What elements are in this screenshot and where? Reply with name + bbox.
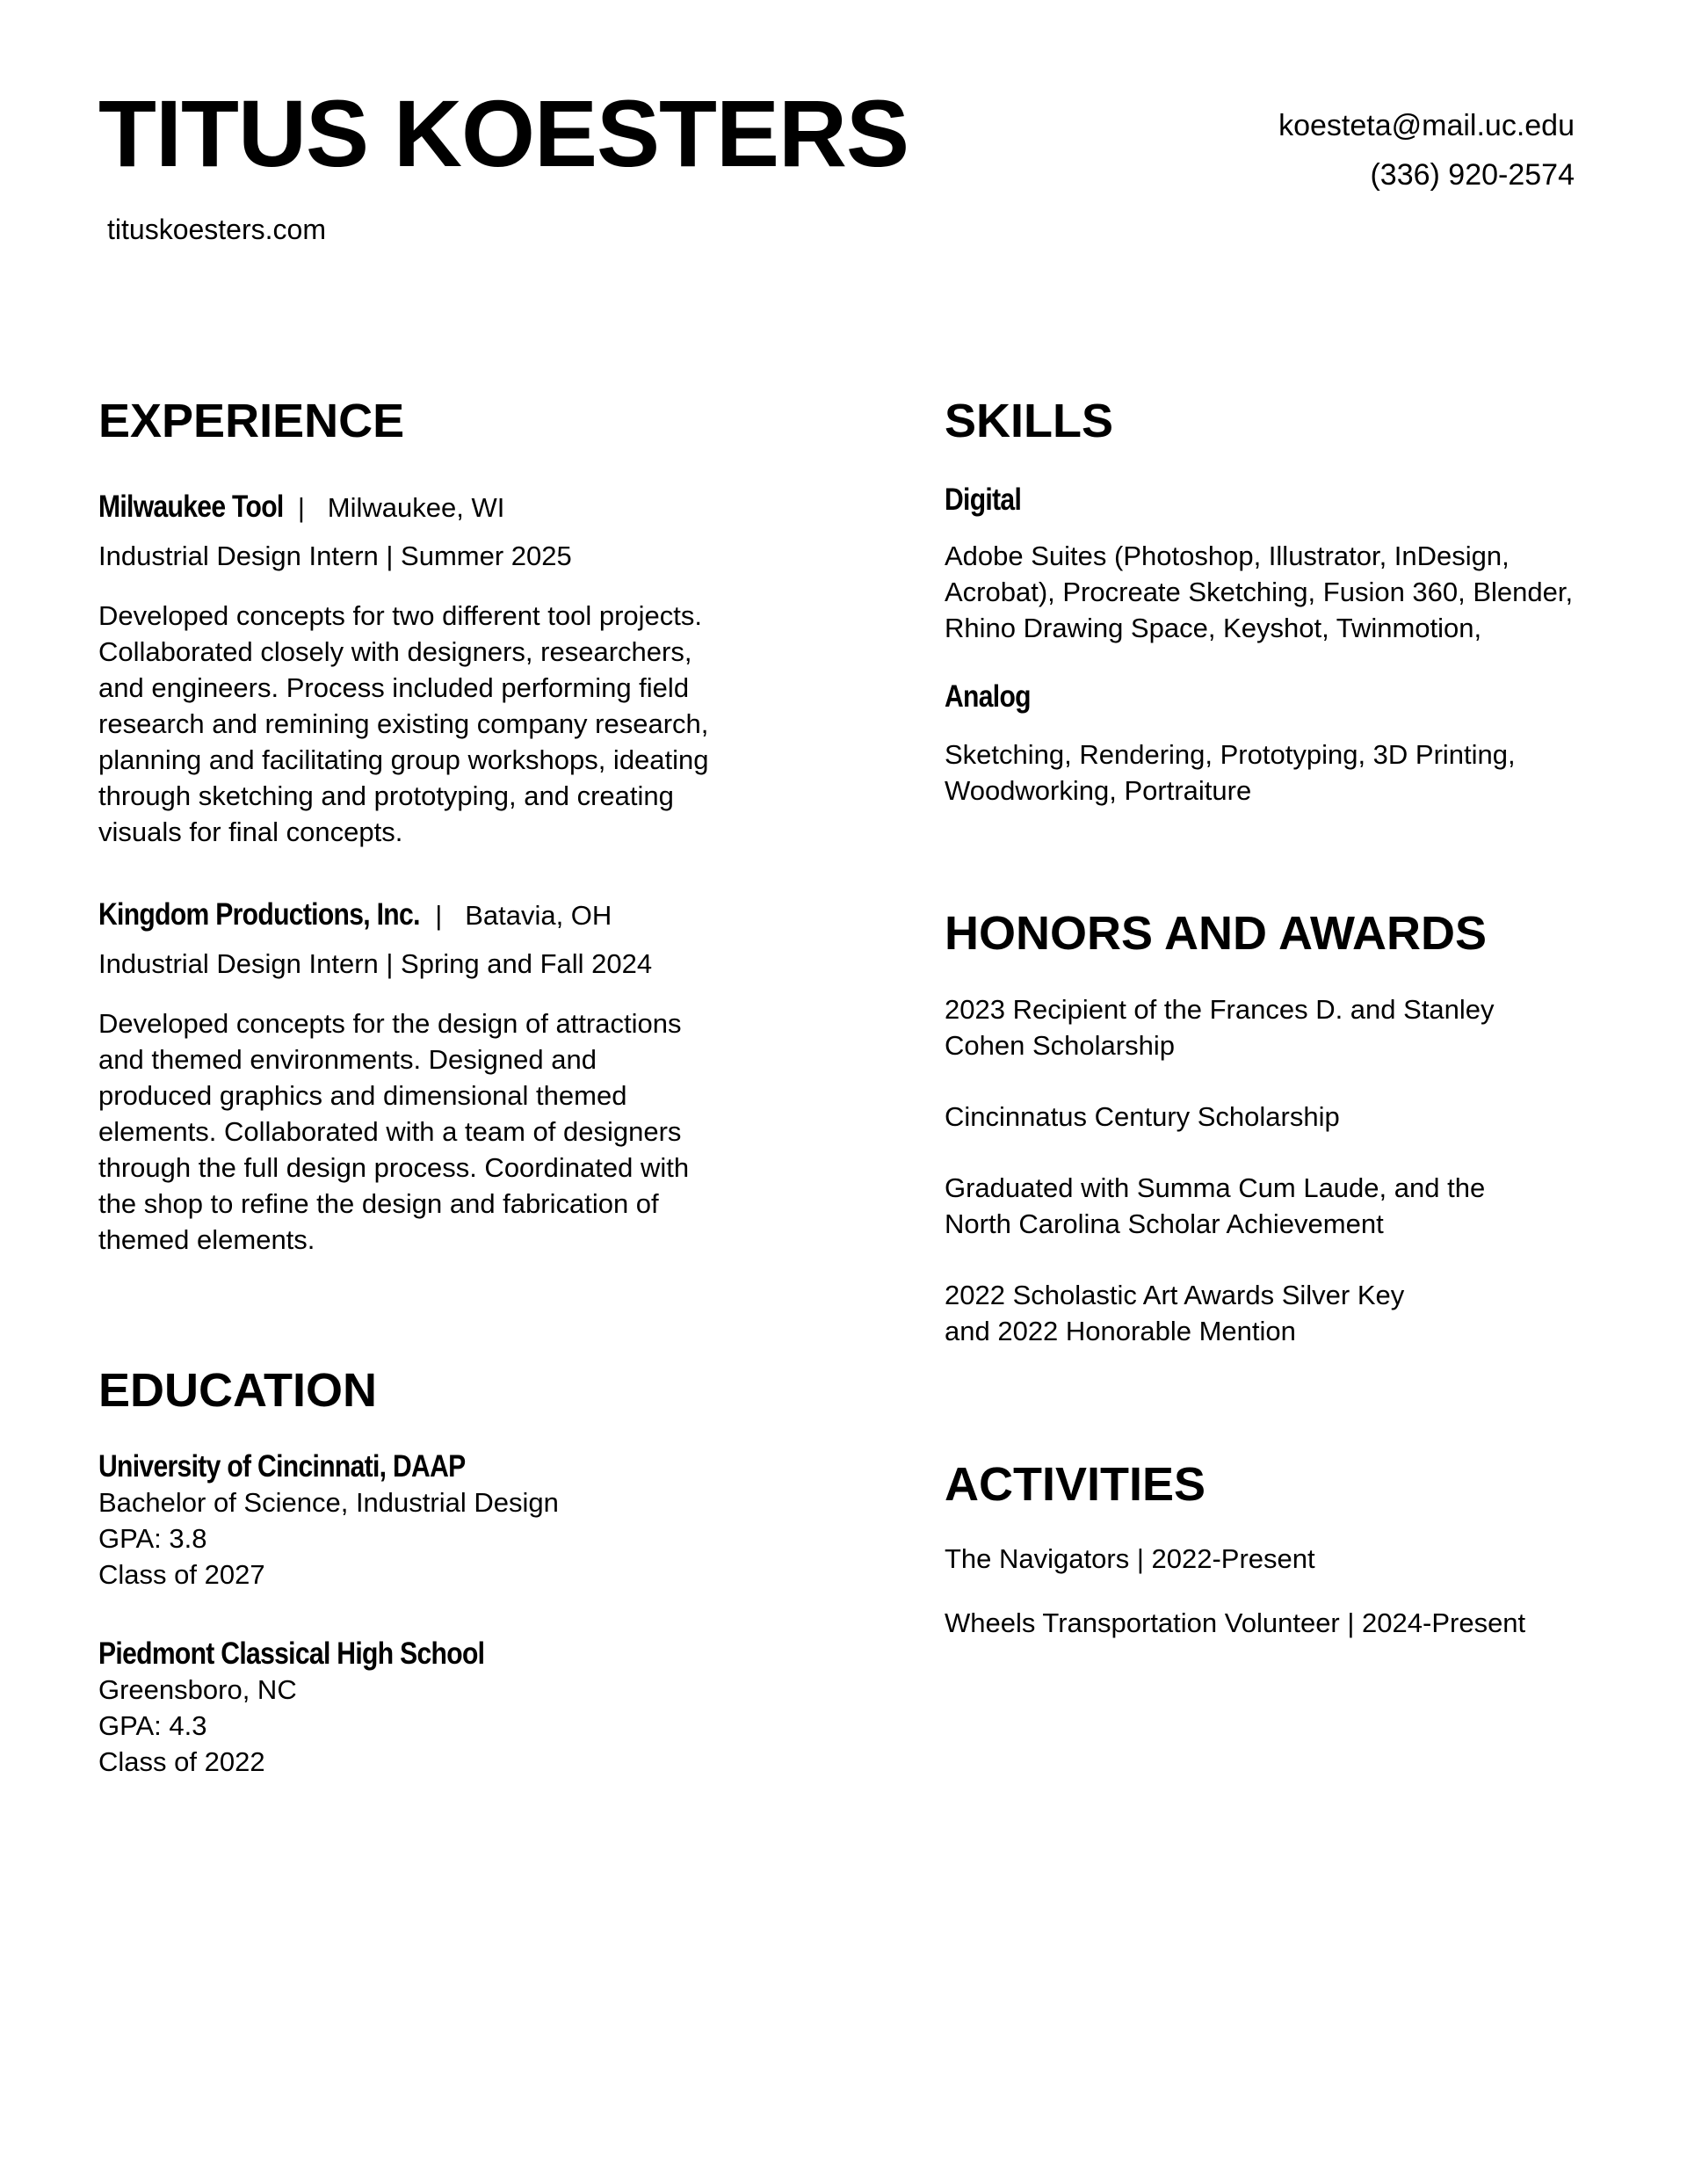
job-description-line: research and remining existing company research, (98, 708, 709, 739)
experience-heading: EXPERIENCE (98, 395, 405, 447)
job-header (98, 489, 766, 526)
job-milwaukee-tool (98, 489, 766, 526)
job-description-line: the shop to refine the design and fabrication of (98, 1188, 659, 1219)
job-description-line: Developed concepts for the design of attractions (98, 1008, 682, 1039)
honor-line: 2023 Recipient of the Frances D. and Stanley (945, 994, 1495, 1025)
skill-group-digital (945, 482, 1595, 518)
school-name: Piedmont Classical High School (98, 1636, 485, 1671)
website-link[interactable]: tituskoesters.com (107, 214, 326, 245)
honor-line: Cohen Scholarship (945, 1030, 1175, 1061)
skill-group-title: Digital (945, 483, 1022, 517)
school-detail-line: Class of 2022 (98, 1746, 265, 1777)
job-description-line: and themed environments. Designed and (98, 1044, 597, 1075)
job-description-line: themed elements. (98, 1224, 315, 1255)
school-details (98, 1672, 766, 1780)
honor-line: and 2022 Honorable Mention (945, 1316, 1296, 1346)
school-name: University of Cincinnati, DAAP (98, 1449, 466, 1484)
school-detail-line: Bachelor of Science, Industrial Design (98, 1487, 559, 1518)
honor-item (945, 1170, 1595, 1242)
job-description (98, 598, 766, 850)
school-entry (98, 1636, 766, 1780)
skill-group-analog (945, 678, 1595, 715)
job-location: Batavia, OH (465, 900, 612, 931)
skill-group-list (945, 736, 1595, 809)
school-detail-line: GPA: 3.8 (98, 1523, 207, 1554)
honor-line: Graduated with Summa Cum Laude, and the (945, 1172, 1486, 1203)
skill-line: Rhino Drawing Space, Keyshot, Twinmotion, (945, 613, 1482, 643)
job-header (98, 896, 766, 933)
email-link[interactable]: koesteta@mail.uc.edu (1278, 109, 1575, 142)
skill-group-list (945, 538, 1595, 646)
job-separator: | (435, 900, 443, 931)
skill-line: Adobe Suites (Photoshop, Illustrator, InDesign, (945, 541, 1510, 571)
job-description-line: Collaborated closely with designers, researchers, (98, 636, 692, 667)
phone-number: (336) 920-2574 (1370, 158, 1575, 192)
honor-line: 2022 Scholastic Art Awards Silver Key (945, 1280, 1405, 1310)
honors-heading: HONORS AND AWARDS (945, 907, 1488, 960)
job-role: Industrial Design Intern | Summer 2025 (98, 541, 572, 571)
honor-item (945, 991, 1595, 1063)
skill-group-title: Analog (945, 679, 1031, 714)
honor-line: North Carolina Scholar Achievement (945, 1208, 1384, 1239)
resume-name: TITUS KOESTERS (98, 80, 909, 186)
skill-line: Acrobat), Procreate Sketching, Fusion 360, Blender, (945, 577, 1574, 607)
honor-item (945, 1277, 1595, 1349)
job-location: Milwaukee, WI (327, 492, 505, 523)
activity-item: The Navigators | 2022-Present (945, 1543, 1315, 1574)
activities-heading: ACTIVITIES (945, 1458, 1206, 1511)
job-role: Industrial Design Intern | Spring and Fall 2024 (98, 948, 653, 979)
job-description-line: through sketching and prototyping, and creating (98, 780, 674, 811)
activity-item: Wheels Transportation Volunteer | 2024-Present (945, 1607, 1526, 1638)
job-description-line: through the full design process. Coordinated with (98, 1152, 690, 1183)
job-company: Kingdom Productions, Inc. (98, 897, 420, 932)
school-detail-line: Greensboro, NC (98, 1674, 297, 1705)
job-company: Milwaukee Tool (98, 490, 284, 524)
education-heading: EDUCATION (98, 1364, 377, 1417)
skill-line: Woodworking, Portraiture (945, 775, 1252, 806)
skill-line: Sketching, Rendering, Prototyping, 3D Printing, (945, 739, 1516, 770)
contact-info (1278, 101, 1575, 200)
honor-item (945, 1099, 1595, 1135)
school-details (98, 1484, 766, 1593)
job-description-line: visuals for final concepts. (98, 816, 403, 847)
honor-line: Cincinnatus Century Scholarship (945, 1101, 1340, 1132)
school-detail-line: GPA: 4.3 (98, 1710, 207, 1741)
school-entry (98, 1448, 766, 1593)
job-description-line: elements. Collaborated with a team of designers (98, 1116, 682, 1147)
skills-heading: SKILLS (945, 395, 1114, 447)
job-description (98, 1005, 766, 1258)
job-separator: | (297, 492, 305, 523)
job-description-line: produced graphics and dimensional themed (98, 1080, 627, 1111)
job-kingdom-productions (98, 896, 766, 933)
job-description-line: planning and facilitating group workshops, ideating (98, 744, 709, 775)
job-description-line: and engineers. Process included performing field (98, 672, 690, 703)
school-detail-line: Class of 2027 (98, 1559, 265, 1590)
job-description-line: Developed concepts for two different tool projects. (98, 600, 702, 631)
